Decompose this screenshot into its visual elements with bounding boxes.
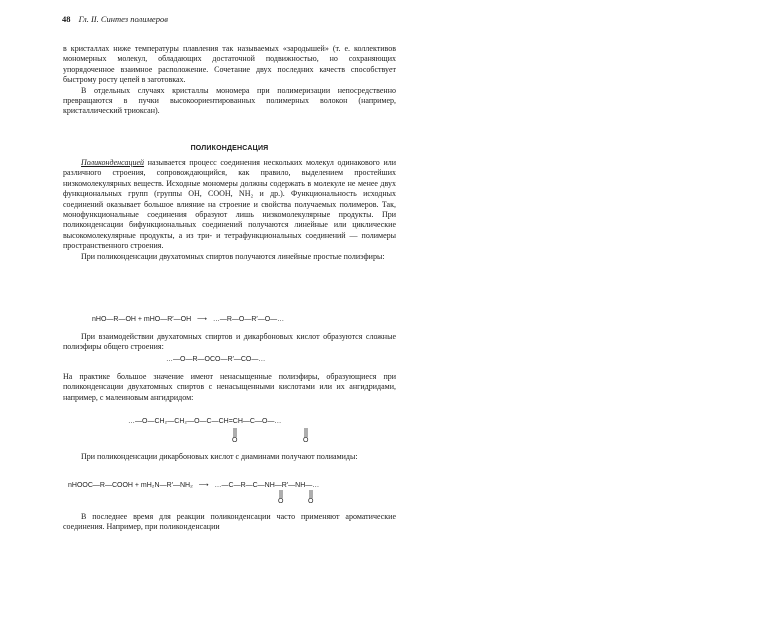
chapter-title: Гл. II. Синтез полимеров (78, 14, 168, 24)
formula4-product: …—C—R—C—NH—R′—NH—… (214, 482, 320, 489)
definition-text: называется процесс соединения нескольких молекул одинакового или различного строения, сопровождающийся, как правило, выделением простейших низкомолекулярных веществ. Исходные мономеры должны содержать в молекуле не менее двух функциональных групп (группы ОН, СООН, NH₂ и др.). Функциональность исходных соединений оказывает большое влияние на строение и свойства получаемых полимеров. Так, монофункциональные соединения образуют лишь низкомолекулярные продукты. При поликонденсации бифункциональных соединений получаются линейные или циклические высокомолекулярные продукты, а из три- и тетрафункциональных соединений — полимеры пространственного строения. (63, 158, 396, 251)
paragraph-unsaturated: На практике большое значение имеют ненасыщенные полиэфиры, образующиеся при поликонденсации двухатомных спиртов с ненасыщенными кислотами или их ангидридами, например, с малеиновым ангидридом: (63, 372, 396, 402)
formula3-chain: …—O—CH₂—CH₂—O—C—CH=CH—C—O—… (128, 418, 282, 425)
reaction-arrow-2: ⟶ (198, 482, 209, 489)
formula-polyester: …—O—R—OCO—R′—CO—… (166, 356, 266, 363)
paragraph-polyesters: При взаимодействии двухатомных спиртов и дикарбоновых кислот образуются сложные полиэфиры общего строения: (63, 332, 396, 352)
formula1-reactants: nHO—R—OH + mHO—R′—OH (92, 316, 192, 323)
paragraph-crystals: В отдельных случаях кристаллы мономера при полимеризации непосредственно превращаются в пучки высокоориентированных полимерных волокон (например, кристаллический триоксан). (63, 85, 396, 116)
formula3-oxygen-1: O (232, 437, 238, 444)
formula3-oxygen-2: O (303, 437, 309, 444)
paragraph-diols: При поликонденсации двухатомных спиртов получаются линейные простые полиэфиры: (81, 251, 385, 261)
term-polycondensation: Поликонденсацией (81, 158, 145, 167)
section-heading: ПОЛИКОНДЕНСАЦИЯ (190, 145, 269, 152)
formula4-reactants: nHOOC—R—COOH + mH₂N—R′—NH₂ (68, 482, 193, 489)
carbonyl-bonds (234, 428, 312, 498)
formula4-oxygen-1: O (278, 498, 284, 505)
paragraph-aromatic: В последнее время для реакции поликонденсации часто применяют ароматические соединения. Например, при поликонденсации (63, 512, 396, 532)
reaction-arrow: ⟶ (196, 316, 208, 323)
formula4-oxygen-2: O (308, 498, 314, 505)
page-number: 48 (62, 14, 71, 24)
formula1-product: …—R—O—R′—O—… (212, 316, 285, 323)
paragraph-polyamides: При поликонденсации дикарбоновых кислот с диаминами получают полиамиды: (81, 452, 358, 461)
paragraph-zarodyshi: в кристаллах ниже температуры плавления так называемых «зародышей» (т. е. коллективов мономерных молекул, обладающих достаточной подвижностью, но сохраняющих упорядоченное взаимное расположение. Сочетание двух последних качеств способствует быстрому росту цепей в заготовках. (63, 44, 396, 85)
